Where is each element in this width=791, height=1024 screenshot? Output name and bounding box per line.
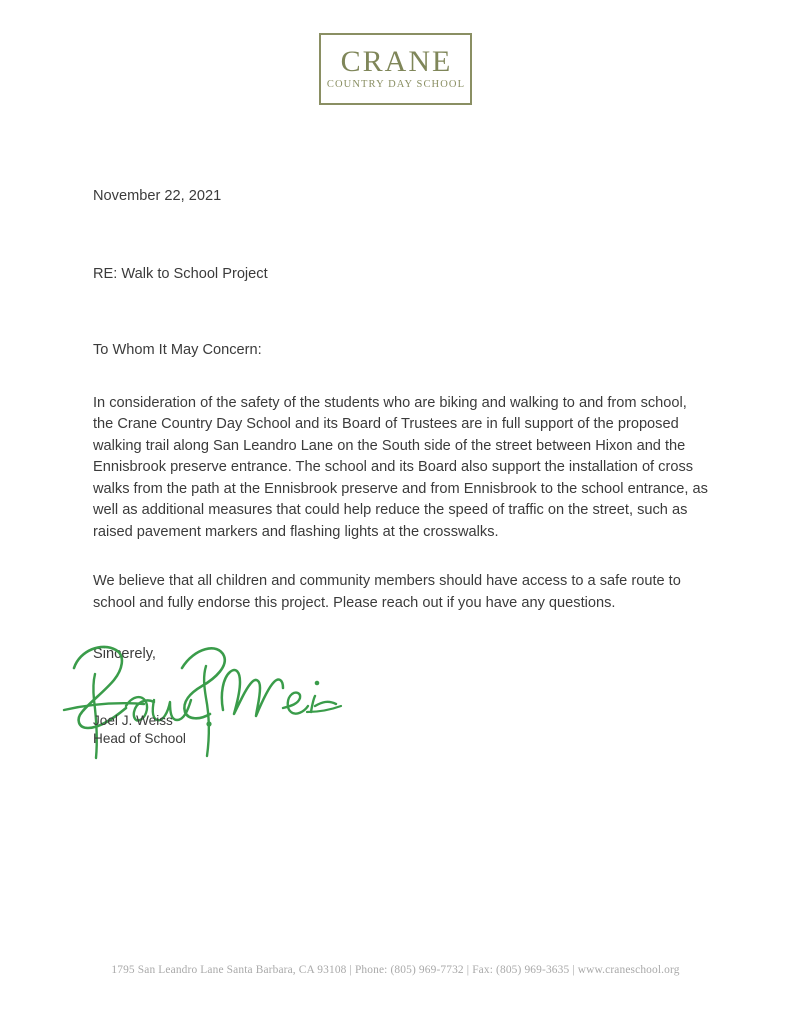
logo-wordmark: CRANE	[340, 45, 453, 79]
signer-title: Head of School	[93, 730, 186, 746]
letter-content	[93, 186, 709, 666]
signer-name: Joel J. Weiss	[93, 713, 173, 728]
letter-subject: RE: Walk to School Project	[93, 265, 268, 282]
letter-date: November 22, 2021	[93, 188, 222, 204]
signer-block	[93, 712, 186, 747]
logo-subtitle: COUNTRY DAY SCHOOL	[326, 79, 466, 91]
letter-paragraph-2: We believe that all children and community members should have access to a safe route to school and fully endorse this project. Please reach out if you have any questions.	[93, 573, 681, 611]
page-footer: 1795 San Leandro Lane Santa Barbara, CA 93108 | Phone: (805) 969-7732 | Fax: (805) 969-3635 | www.craneschool.org	[111, 964, 680, 976]
letter-paragraph-1: In consideration of the safety of the students who are biking and walking to and from school, the Crane Country Day School and its Board of Trustees are in full support of the proposed walking trail along San Leandro Lane on the South side of the street between Hixon and the Ennisbrook preserve entrance. The school and its Board also support the installation of cross walks from the path at the Ennisbrook preserve and from Ennisbrook to the school entrance, as well as additional measures that could help reduce the speed of traffic on the street, such as raised pavement markers and flashing lights at the crosswalks.	[93, 394, 708, 540]
letterhead	[0, 0, 791, 140]
letter-salutation: To Whom It May Concern:	[93, 342, 262, 358]
crane-school-logo	[319, 33, 472, 105]
letter-closing: Sincerely,	[93, 646, 156, 662]
